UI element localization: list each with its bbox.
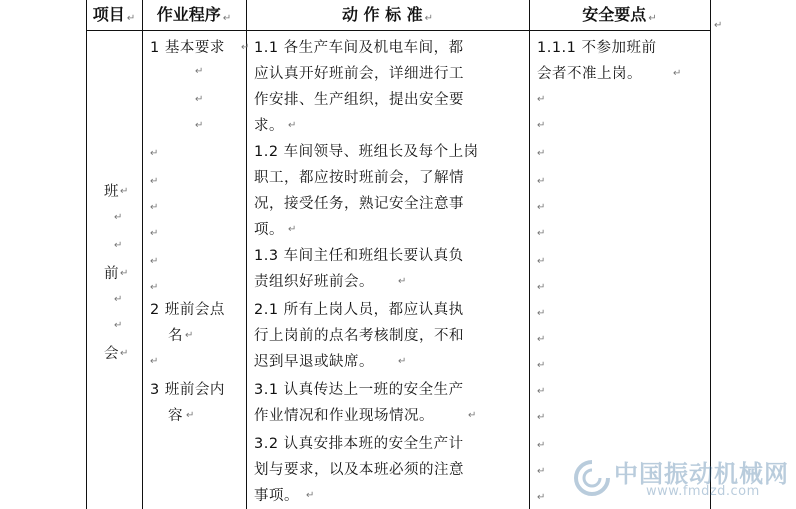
standard-line: 1.3 车间主任和班组长要认真负 [254,248,464,264]
watermark-text: 中国振动机械网 [614,460,789,488]
procedure-1: 1 基本要求 [150,40,225,56]
paragraph-mark: ↵ [150,176,159,187]
paragraph-mark: ↵ [195,94,204,105]
paragraph-mark: ↵ [537,386,546,397]
standard-line: 职工，都应按时班前会，了解情 [254,170,464,186]
paragraph-mark: ↵ [537,202,546,213]
standard-line: 行上岗前的点名考核制度，不和 [254,328,464,344]
standard-line: 迟到早退或缺席。 [254,354,374,370]
header-item: 项目 ↵ [92,5,136,24]
paragraph-mark: ↵ [288,224,297,235]
paragraph-mark: ↵ [150,282,159,293]
standard-line: 应认真开好班前会，详细进行工 [254,66,464,82]
paragraph-mark: ↵ [150,256,159,267]
safety-line: 会者不准上岗。 [537,66,642,82]
paragraph-mark: ↵ [150,148,159,159]
procedure-3-line-1: 3 班前会内 [150,382,225,398]
paragraph-mark: ↵ [537,440,546,451]
standard-line: 划与要求，以及本班必须的注意 [254,462,464,478]
table-divider-3 [529,0,530,509]
standard-line: 作安排、生产组织，提出安全要 [254,92,464,108]
procedure-2-line-1: 2 班前会点 [150,302,225,318]
paragraph-mark: ↵ [537,334,546,345]
standard-line: 1.2 车间领导、班组长及每个上岗 [254,144,479,160]
paragraph-mark: ↵ [114,320,123,331]
site-watermark [568,448,796,509]
standard-line: 作业情况和作业现场情况。 [254,408,434,424]
table-divider-2 [246,0,247,509]
paragraph-mark: ↵ [537,492,546,503]
paragraph-mark: ↵ [537,360,546,371]
paragraph-mark: ↵ [468,410,477,421]
standard-line: 况，接受任务，熟记安全注意事 [254,196,464,212]
paragraph-mark: ↵ [195,66,204,77]
paragraph-mark: ↵ [537,228,546,239]
header-procedure: 作业程序 ↵ [156,5,232,24]
item-char-2: 前 [104,266,119,282]
paragraph-mark: ↵ [306,490,315,501]
paragraph-mark: ↵ [195,120,204,131]
paragraph-mark: ↵ [186,410,195,421]
paragraph-mark: ↵ [120,348,129,359]
row-end-mark: ↵ [714,20,723,31]
standard-line: 责组织好班前会。 [254,274,374,290]
standard-line: 事项。 [254,488,299,504]
paragraph-mark: ↵ [150,228,159,239]
safety-line: 1.1.1 不参加班前 [537,40,657,56]
paragraph-mark: ↵ [537,256,546,267]
standard-line: 3.1 认真传达上一班的安全生产 [254,382,464,398]
paragraph-mark: ↵ [537,94,546,105]
item-char-3: 会 [104,346,119,362]
paragraph-mark: ↵ [537,148,546,159]
watermark-logo-icon [572,458,612,498]
paragraph-mark: ↵ [537,466,546,477]
paragraph-mark: ↵ [150,202,159,213]
procedure-2-line-2: 名 [168,328,183,344]
item-char-1: 班 [104,184,119,200]
procedure-3-line-2: 容 [168,408,183,424]
paragraph-mark: ↵ [114,294,123,305]
paragraph-mark: ↵ [241,42,250,53]
paragraph-mark: ↵ [288,120,297,131]
standard-line: 1.1 各生产车间及机电车间，都 [254,40,464,56]
standard-line: 求。 [254,118,284,134]
paragraph-mark: ↵ [673,68,682,79]
paragraph-mark: ↵ [150,356,159,367]
table-divider-1 [142,0,143,509]
paragraph-mark: ↵ [537,308,546,319]
header-standard: 动 作 标 准 ↵ [341,5,434,24]
paragraph-mark: ↵ [537,120,546,131]
paragraph-mark: ↵ [114,212,123,223]
paragraph-mark: ↵ [120,186,129,197]
table-border-left [86,0,87,509]
paragraph-mark: ↵ [120,268,129,279]
standard-line: 3.2 认真安排本班的安全生产计 [254,436,464,452]
paragraph-mark: ↵ [537,412,546,423]
paragraph-mark: ↵ [398,356,407,367]
paragraph-mark: ↵ [185,330,194,341]
paragraph-mark: ↵ [537,282,546,293]
paragraph-mark: ↵ [537,176,546,187]
header-safety: 安全要点 ↵ [582,5,657,24]
standard-line: 项。 [254,222,284,238]
paragraph-mark: ↵ [114,240,123,251]
paragraph-mark: ↵ [398,276,407,287]
standard-line: 2.1 所有上岗人员，都应认真执 [254,302,464,318]
table-border-right [710,0,711,509]
watermark-url: www.fmdzd.com [646,484,760,499]
